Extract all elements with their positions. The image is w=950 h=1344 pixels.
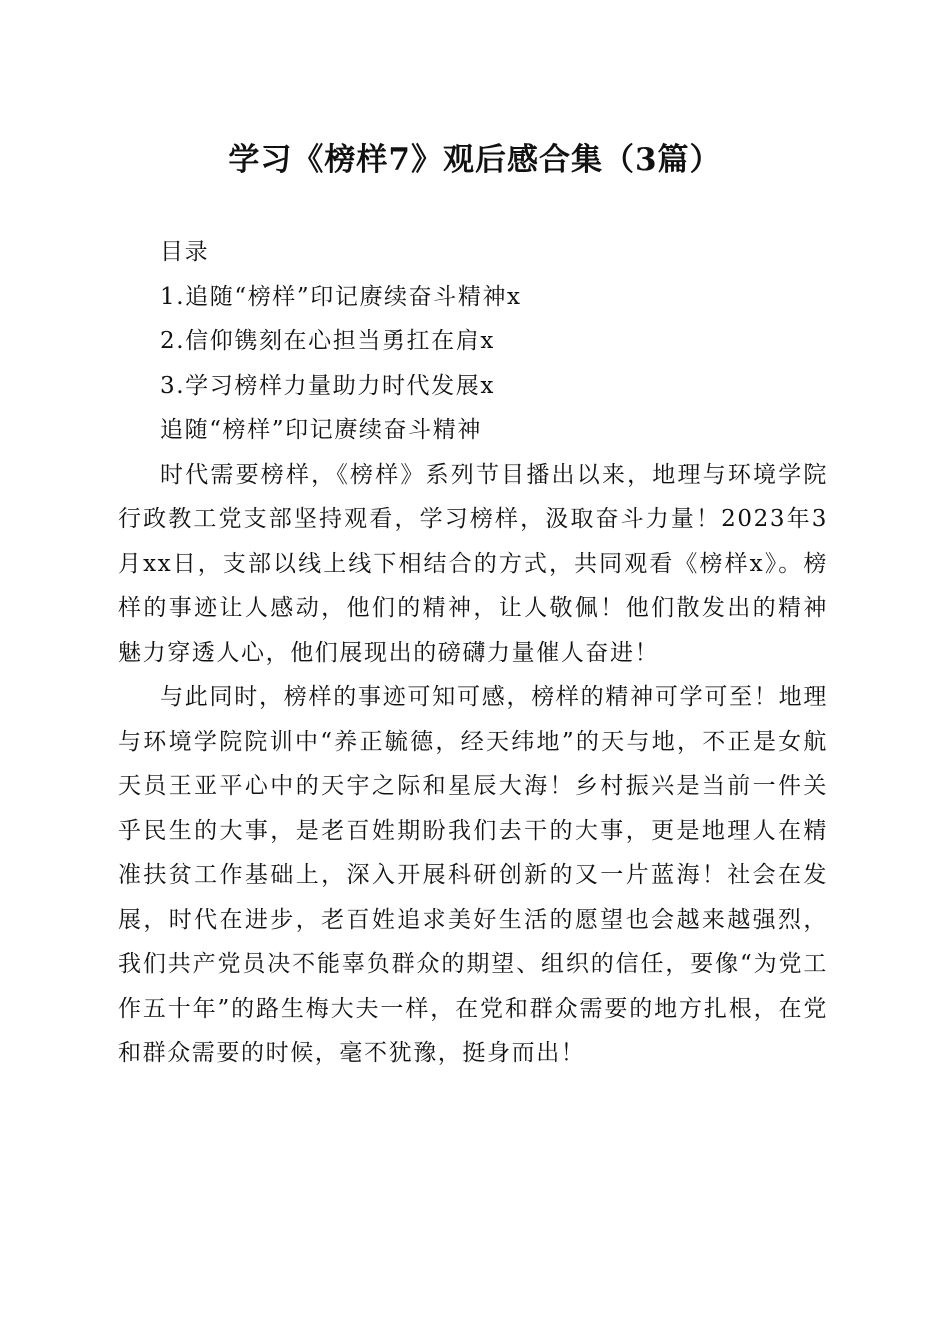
document-body (118, 230, 828, 1076)
section-title: 追随“榜样”印记赓续奋斗精神 (160, 417, 482, 443)
toc-item: 3.学习榜样力量助力时代发展x (160, 372, 495, 399)
toc-item: 1.追随“榜样”印记赓续奋斗精神x (160, 283, 522, 310)
toc-heading: 目录 (160, 239, 210, 265)
document-title: 学习《榜样7》观后感合集（3篇） (228, 142, 722, 178)
toc-item: 2.信仰镌刻在心担当勇扛在肩x (160, 328, 495, 354)
body-paragraph: 与此同时，榜样的事迹可知可感，榜样的精神可学可至！地理与环境学院院训中“养正毓德，经天纬地”的天与地，不正是女航天员王亚平心中的天宇之际和星辰大海！乡村振兴是当前一件关乎民生的大事，是老百姓期盼我们去干的大事，更是地理人在精准扶贫工作基础上，深入开展科研创新的又一片蓝海！社会在发展，时代在进步，老百姓追求美好生活的愿望也会越来越强烈，我们共产党员决不能辜负群众的期望、组织的信任，要像“为党工作五十年”的路生梅大夫一样，在党和群众需要的地方扎根，在党和群众需要的时候，毫不犹豫，挺身而出！ (118, 684, 828, 1066)
body-paragraph: 时代需要榜样，《榜样》系列节目播出以来，地理与环境学院行政教工党支部坚持观看，学习榜样，汲取奋斗力量！2023年3月xx日，支部以线上线下相结合的方式，共同观看《榜样x》。榜样的事迹让人感动，他们的精神，让人敬佩！他们散发出的精神魅力穿透人心，他们展现出的磅礴力量催人奋进！ (118, 461, 828, 666)
